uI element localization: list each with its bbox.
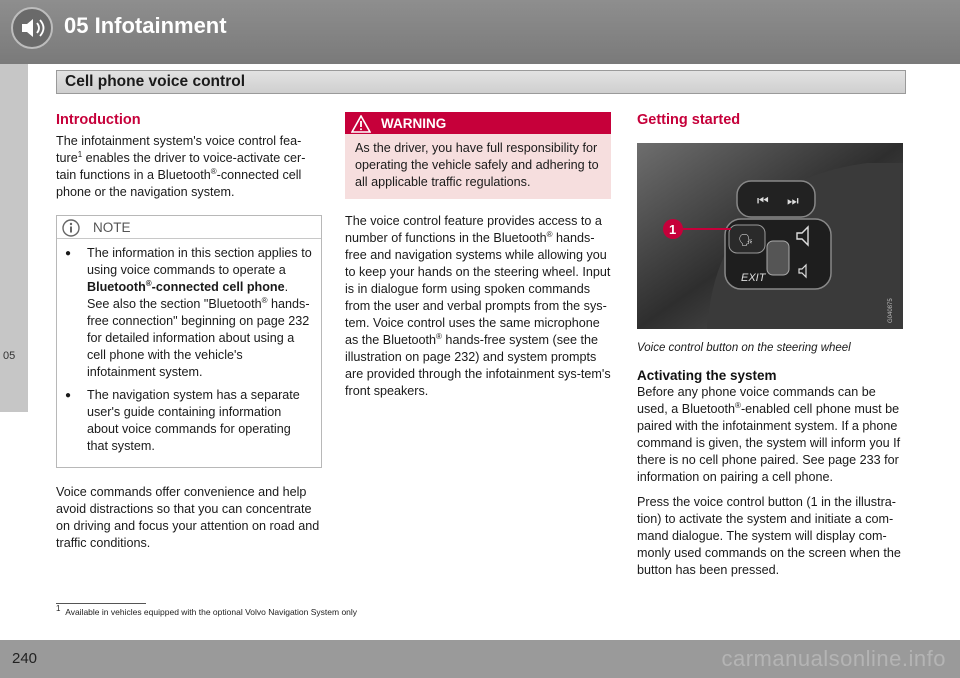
svg-text:🗣: 🗣 — [738, 233, 754, 247]
svg-text:⏭: ⏭ — [787, 193, 799, 208]
bullet-icon: ● — [65, 390, 72, 401]
heading-activating: Activating the system — [637, 368, 777, 383]
steering-wheel-buttons-figure — [637, 143, 903, 329]
side-tab-label: 05 — [3, 350, 16, 362]
column-right — [637, 112, 903, 587]
section-title-bar — [56, 70, 906, 94]
activating-paragraph: Before any phone voice commands can be used, a Bluetooth®-enabled cell phone must be paired with the infotainment system. If a phone command is given, the system will inform you If there is no cell phone paired. See page 233 for information on pairing a cell phone. — [637, 385, 901, 484]
note-item: ● The navigation system has a separate user's guide containing information about voice commands for operating that system. — [65, 388, 300, 453]
warning-text: As the driver, you have full responsibility for operating the vehicle safely and adhering to all applicable traffic regulations. — [355, 141, 599, 189]
warning-label: WARNING — [381, 116, 447, 131]
column-left — [56, 112, 322, 560]
track-buttons — [737, 181, 815, 217]
speaker-icon — [10, 6, 54, 50]
note-box — [56, 215, 322, 468]
svg-text:⏮: ⏮ — [757, 193, 769, 208]
watermark: carmanualsonline.info — [721, 646, 946, 671]
svg-text:1: 1 — [669, 222, 677, 237]
info-icon — [62, 219, 80, 237]
page-footer — [0, 640, 960, 678]
chapter-title: 05 Infotainment — [64, 13, 227, 38]
warning-triangle-icon — [351, 115, 371, 133]
footnote: $^1$ Available in vehicles equipped with the optional Volvo Navigation System only — [56, 604, 358, 617]
heading-introduction: Introduction — [56, 112, 141, 128]
warning-header — [345, 112, 611, 134]
note-body — [57, 239, 321, 467]
warning-box — [345, 112, 611, 199]
footnote-rule — [56, 603, 146, 604]
thumbwheel-icon — [767, 241, 789, 275]
svg-text:EXIT: EXIT — [741, 272, 766, 284]
note-header — [57, 216, 321, 239]
svg-text:G040875: G040875 — [888, 298, 894, 323]
closing-paragraph: Voice commands offer convenience and help avoid distractions so that you can concentrate on driving and focus your attention on road and traffic conditions. — [56, 485, 320, 550]
intro-paragraph: The infotainment system's voice control fea-ture$^1$ enables the driver to voice-activate cer-tain functions in a Bluetooth®-connected cell phone or the navigation system. — [56, 134, 306, 199]
press-button-paragraph: Press the voice control button (1 in the illustra-tion) to activate the system and initiate a com-mand dialogue. The system will display com-monly used commands on the screen when the button has been pressed. — [637, 495, 901, 577]
column-middle — [345, 112, 611, 408]
heading-getting-started: Getting started — [637, 112, 741, 128]
section-title: Cell phone voice control — [65, 73, 245, 90]
figure-caption: Voice control button on the steering wheel — [637, 342, 851, 354]
bullet-icon: ● — [65, 248, 72, 259]
note-label: NOTE — [93, 220, 131, 235]
chapter-side-tab — [0, 64, 28, 412]
note-item: ● The information in this section applies to using voice commands to operate a Bluetooth®-connected cell phone. See also the section "Bluetooth® hands-free connection" beginning on page 232 for detailed information about using a cell phone with the vehicle's infotainment system. — [65, 246, 312, 379]
chapter-header — [0, 0, 960, 64]
page-number: 240 — [12, 650, 38, 667]
voice-control-paragraph: The voice control feature provides access to a number of functions in the Bluetooth® hands-free and navigation systems while allowing you to keep your hands on the steering wheel. Input is in dialogue form using spoken commands from the user and verbal prompts from the sys-tem. Voice control uses the same microphone as the Bluetooth® hands-free system (see the illustration on page 232) and system prompts are provided through the infotainment sys-tem's front speakers. — [345, 214, 611, 398]
